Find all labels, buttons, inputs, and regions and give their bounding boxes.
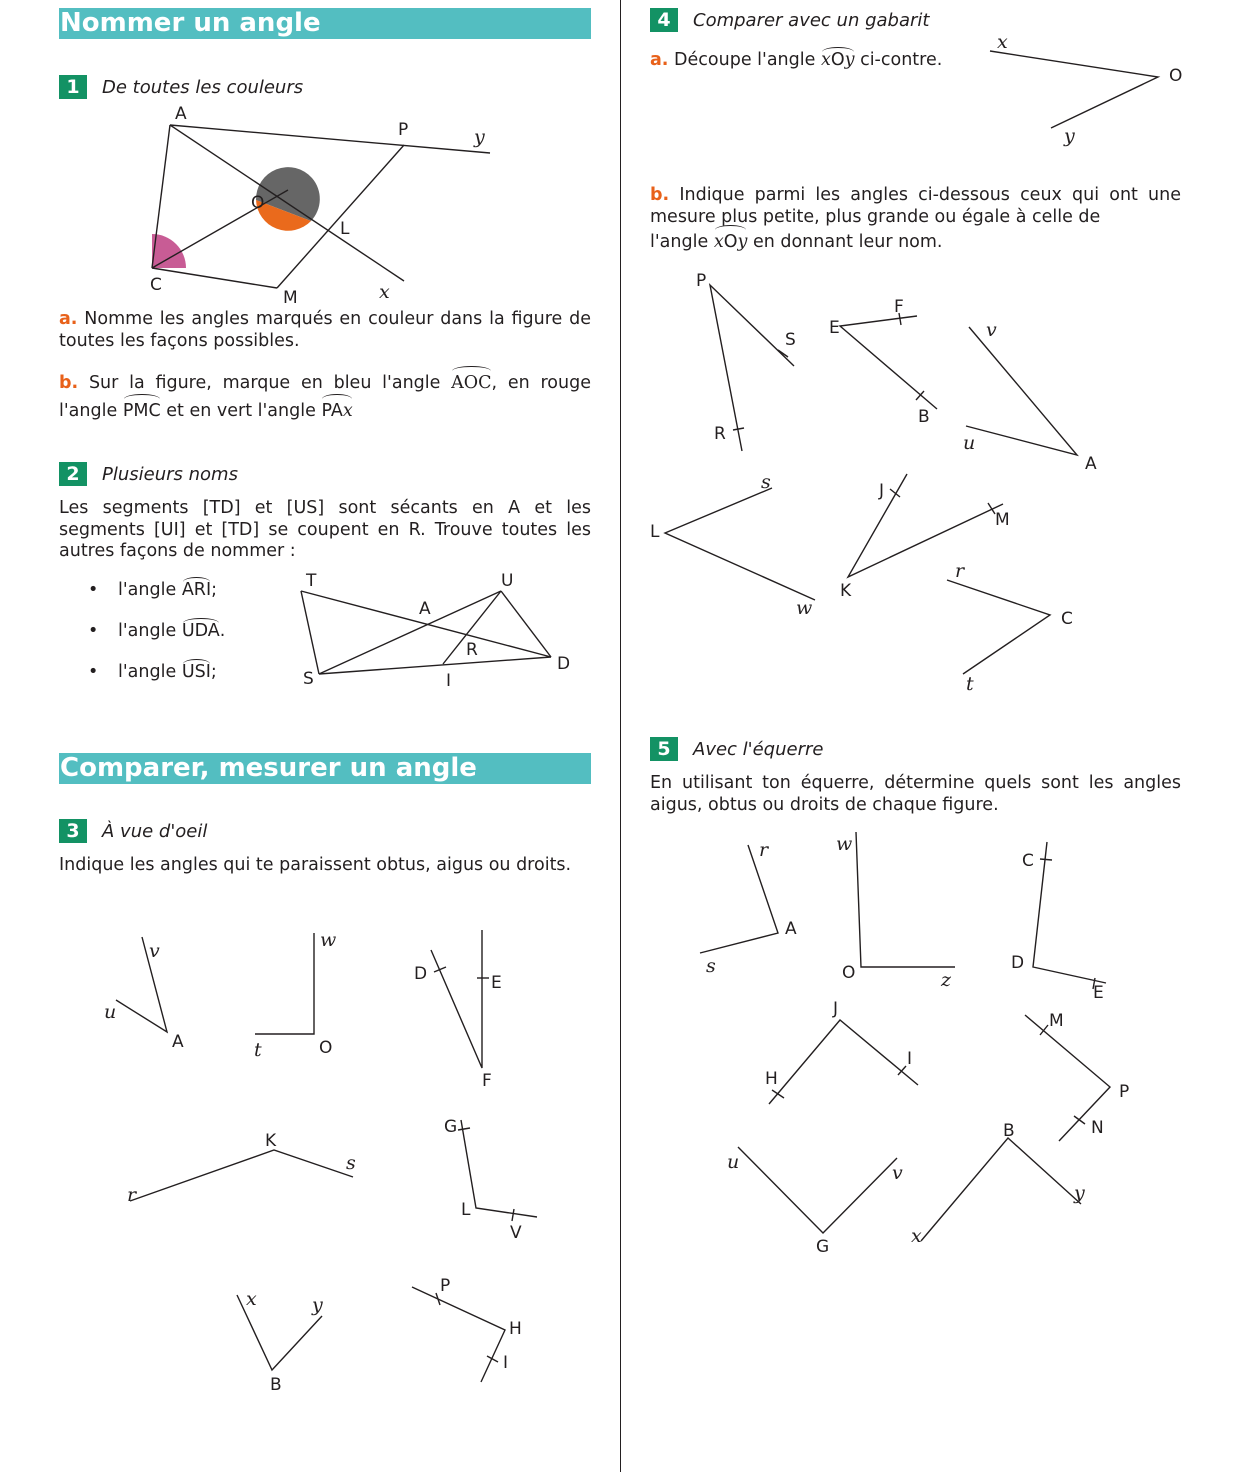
text-span: en donnant leur nom. bbox=[752, 232, 943, 252]
text-span: y bbox=[844, 50, 855, 70]
point-label: T bbox=[306, 571, 317, 591]
point-label: r bbox=[955, 560, 965, 582]
point-label: E bbox=[829, 318, 840, 338]
angle-ray bbox=[856, 832, 955, 967]
text-span: . bbox=[219, 621, 226, 641]
text-span: Nomme les angles marqués en couleur dans la figure de toutes les façons possibles. bbox=[59, 309, 591, 351]
angle-ray bbox=[1033, 842, 1106, 983]
label-C: C bbox=[150, 275, 162, 295]
exercise-title: Plusieurs noms bbox=[102, 463, 238, 485]
point-label: L bbox=[650, 522, 660, 542]
point-label: P bbox=[1119, 1082, 1130, 1102]
point-label: O bbox=[319, 1038, 333, 1058]
point-label: G bbox=[816, 1237, 830, 1257]
point-label: S bbox=[785, 330, 796, 350]
text-span: Découpe l'angle bbox=[674, 50, 816, 70]
text-span: ; bbox=[210, 662, 217, 682]
point-label: v bbox=[986, 319, 997, 341]
text-span: et en vert l'angle bbox=[166, 401, 316, 421]
point-label: A bbox=[785, 919, 797, 939]
point-label: u bbox=[963, 432, 976, 454]
point-label: t bbox=[254, 1039, 262, 1061]
text-span: O bbox=[830, 50, 845, 70]
text-span: x bbox=[820, 50, 831, 70]
label-y: y bbox=[474, 126, 485, 148]
point-label: E bbox=[1093, 983, 1104, 1003]
point-label: A bbox=[419, 599, 431, 619]
point-label: u bbox=[727, 1151, 740, 1173]
point-label: s bbox=[706, 955, 716, 977]
point-label: t bbox=[966, 673, 974, 695]
point-label: R bbox=[714, 424, 726, 444]
label-M: M bbox=[283, 288, 298, 308]
text-span: l'angle bbox=[118, 621, 177, 641]
point-label: M bbox=[1049, 1011, 1064, 1031]
list-item: • l'angle USI ; bbox=[88, 662, 217, 682]
point-label: I bbox=[503, 1353, 509, 1373]
section-title-nommer: Nommer un angle bbox=[59, 8, 591, 39]
point-label: s bbox=[761, 471, 771, 493]
point-label: L bbox=[461, 1200, 471, 1220]
angle-ray bbox=[772, 1090, 784, 1098]
text-span: l'angle bbox=[650, 232, 709, 252]
ex2-text: Les segments [TD] et [US] sont sécants en A et les segments [UI] et [TD] se coupent en R. Trouve toutes les autres façons de nommer : bbox=[59, 498, 591, 561]
angle-ray bbox=[769, 1020, 918, 1104]
ex3-text: Indique les angles qui te paraissent obtus, aigus ou droits. bbox=[59, 855, 572, 875]
point-label: I bbox=[446, 671, 452, 691]
text-span: PA bbox=[321, 401, 343, 421]
label-P: P bbox=[398, 120, 409, 140]
point-label: F bbox=[894, 297, 904, 317]
point-label: y bbox=[1074, 1182, 1085, 1204]
label-O: O bbox=[251, 193, 265, 213]
point-label: C bbox=[1022, 851, 1034, 871]
point-label: D bbox=[1011, 953, 1025, 973]
text-span: l'angle bbox=[118, 580, 177, 600]
point-label: x bbox=[997, 31, 1008, 53]
point-label: K bbox=[840, 581, 852, 601]
text-span: Indique parmi les angles ci-dessous ceux qui ont une mesure plus petite, plus grande ou égale à celle de bbox=[650, 185, 1181, 227]
text-span: x bbox=[342, 401, 353, 421]
exercise-number: 4 bbox=[650, 8, 678, 32]
point-label: H bbox=[765, 1069, 778, 1089]
point-label: A bbox=[1085, 454, 1097, 474]
point-label: w bbox=[320, 929, 337, 951]
angle-ray bbox=[700, 845, 778, 953]
point-label: J bbox=[833, 999, 839, 1019]
exercise-number: 5 bbox=[650, 737, 678, 761]
text-span: a. bbox=[650, 50, 669, 70]
text-span: b. bbox=[650, 185, 670, 205]
point-label: x bbox=[911, 1225, 922, 1247]
point-label: v bbox=[149, 940, 160, 962]
exercise-title: De toutes les couleurs bbox=[102, 76, 304, 98]
text-span: x bbox=[713, 232, 724, 252]
point-label: P bbox=[440, 1276, 451, 1296]
point-label: A bbox=[172, 1032, 184, 1052]
label-x: x bbox=[379, 281, 390, 303]
point-label: r bbox=[127, 1184, 137, 1206]
text-span: Sur la figure, marque en bleu l'angle bbox=[88, 373, 441, 393]
point-label: B bbox=[270, 1375, 282, 1395]
text-span: l'angle bbox=[118, 662, 177, 682]
angle-PMC: PMC bbox=[123, 397, 161, 425]
point-label: B bbox=[1003, 1121, 1015, 1141]
angle-ray bbox=[738, 1147, 897, 1233]
list-item: • l'angle ARI ; bbox=[88, 580, 218, 600]
point-label: v bbox=[892, 1162, 903, 1184]
point-label: C bbox=[1061, 609, 1073, 629]
point-label: I bbox=[907, 1049, 913, 1069]
text-span: b. bbox=[59, 373, 79, 393]
point-label: O bbox=[842, 963, 856, 983]
text-span: , en rouge l'angle bbox=[59, 373, 591, 421]
angle-ray bbox=[921, 1138, 1081, 1241]
point-label: x bbox=[246, 1288, 257, 1310]
text-span: a. bbox=[59, 309, 78, 329]
text-span: ARI bbox=[181, 580, 212, 600]
angle-AOC: AOC bbox=[451, 369, 491, 397]
text-span: ci-contre. bbox=[860, 50, 943, 70]
text-span: ; bbox=[211, 580, 218, 600]
exercise-title: Comparer avec un gabarit bbox=[693, 9, 930, 31]
text-span: O bbox=[723, 232, 738, 252]
point-label: u bbox=[104, 1001, 117, 1023]
text-span: USI bbox=[181, 662, 211, 682]
text-span: UDA bbox=[181, 621, 220, 641]
point-label: y bbox=[312, 1294, 323, 1316]
point-label: r bbox=[759, 839, 769, 861]
point-label: D bbox=[414, 964, 428, 984]
list-item: • l'angle UDA . bbox=[88, 621, 226, 641]
point-label: G bbox=[444, 1117, 458, 1137]
point-label: M bbox=[995, 510, 1010, 530]
label-A: A bbox=[175, 104, 187, 124]
point-label: S bbox=[303, 669, 314, 689]
point-label: U bbox=[501, 571, 514, 591]
point-label: O bbox=[1169, 66, 1183, 86]
point-label: N bbox=[1091, 1118, 1104, 1138]
point-label: w bbox=[836, 833, 853, 855]
section-title-comparer: Comparer, mesurer un angle bbox=[59, 753, 591, 784]
ex5-text: En utilisant ton équerre, détermine quels sont les angles aigus, obtus ou droits de chaque figure. bbox=[650, 773, 1181, 815]
point-label: F bbox=[482, 1071, 492, 1091]
point-label: V bbox=[510, 1223, 522, 1243]
point-label: s bbox=[346, 1152, 356, 1174]
point-label: w bbox=[796, 597, 813, 619]
exercise-title: Avec l'équerre bbox=[693, 738, 824, 760]
point-label: z bbox=[941, 969, 952, 991]
exercise-number: 1 bbox=[59, 75, 87, 99]
point-label: H bbox=[509, 1319, 522, 1339]
point-label: B bbox=[918, 407, 930, 427]
exercise-number: 2 bbox=[59, 462, 87, 486]
point-label: J bbox=[879, 481, 885, 501]
point-label: D bbox=[557, 654, 571, 674]
label-L: L bbox=[340, 219, 350, 239]
point-label: R bbox=[466, 640, 478, 660]
angle-ray bbox=[1040, 859, 1052, 860]
point-label: E bbox=[491, 973, 502, 993]
text-span: y bbox=[737, 232, 748, 252]
point-label: K bbox=[265, 1131, 277, 1151]
exercise-title: À vue d'oeil bbox=[102, 820, 208, 842]
point-label: y bbox=[1064, 125, 1075, 147]
point-label: P bbox=[696, 271, 707, 291]
exercise-number: 3 bbox=[59, 819, 87, 843]
